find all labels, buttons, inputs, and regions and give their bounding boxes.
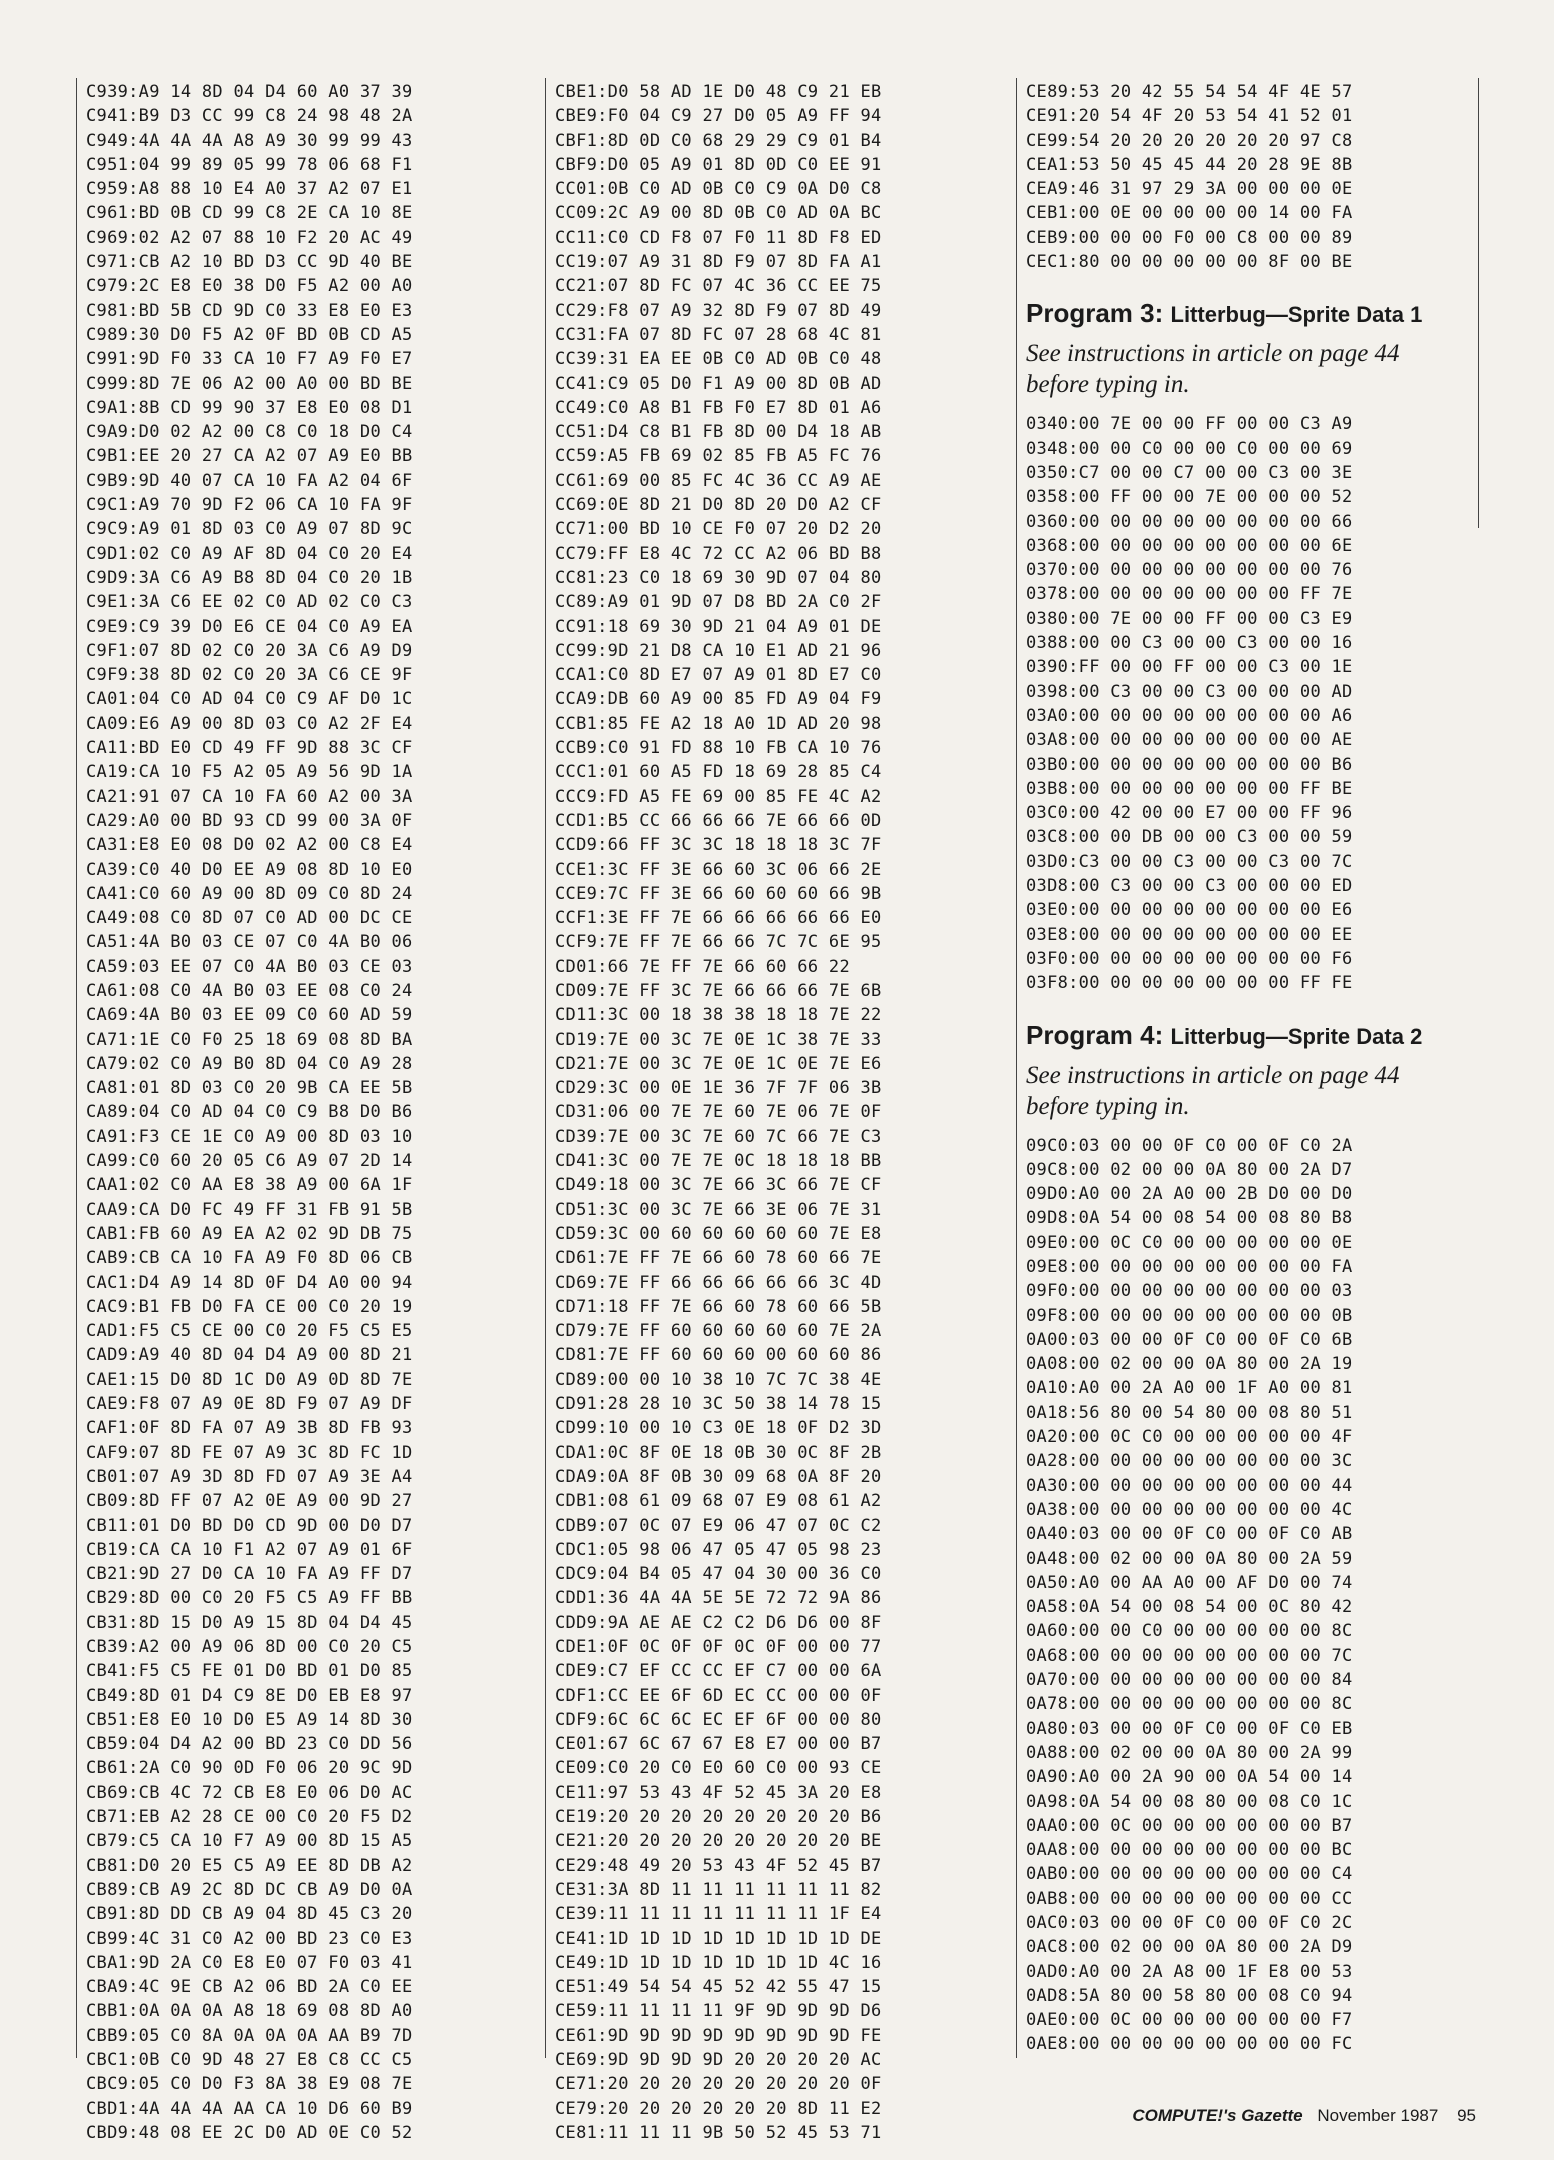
listing-line: CC69:0E 8D 21 D0 8D 20 D0 A2 CF <box>555 495 882 516</box>
listing-line: C989:30 D0 F5 A2 0F BD 0B CD A5 <box>86 324 413 345</box>
listing-line: CDB1:08 61 09 68 07 E9 08 61 A2 <box>555 1491 882 1512</box>
listing-line: CB81:D0 20 E5 C5 A9 EE 8D DB A2 <box>86 1855 413 1876</box>
listing-line: CE51:49 54 54 45 52 42 55 47 15 <box>555 1977 882 1998</box>
listing-line: 0A50:A0 00 AA A0 00 AF D0 00 74 <box>1026 1572 1353 1593</box>
listing-line: CD61:7E FF 7E 66 60 78 60 66 7E <box>555 1248 882 1269</box>
hex-listing <box>555 80 995 2145</box>
listing-line: CB51:E8 E0 10 D0 E5 A9 14 8D 30 <box>86 1709 413 1730</box>
listing-line: CA91:F3 CE 1E C0 A9 00 8D 03 10 <box>86 1126 413 1147</box>
program-3-label: Program 3: <box>1026 298 1164 329</box>
issue-date: November 1987 <box>1317 2106 1439 2125</box>
listing-line: CEC1:80 00 00 00 00 00 8F 00 BE <box>1026 252 1353 273</box>
listing-line: CD49:18 00 3C 7E 66 3C 66 7E CF <box>555 1175 882 1196</box>
listing-line: CD09:7E FF 3C 7E 66 66 66 7E 6B <box>555 980 882 1001</box>
listing-line: CAC9:B1 FB D0 FA CE 00 C0 20 19 <box>86 1296 413 1317</box>
listing-line: CCC9:FD A5 FE 69 00 85 FE 4C A2 <box>555 786 882 807</box>
listing-line: 0A58:0A 54 00 08 54 00 0C 80 42 <box>1026 1597 1353 1618</box>
listing-line: CCA9:DB 60 A9 00 85 FD A9 04 F9 <box>555 689 882 710</box>
listing-line: 0388:00 00 C3 00 00 C3 00 00 16 <box>1026 633 1353 654</box>
listing-line: CAF9:07 8D FE 07 A9 3C 8D FC 1D <box>86 1442 413 1463</box>
listing-line: CEB9:00 00 00 F0 00 C8 00 00 89 <box>1026 227 1353 248</box>
listing-line: C9B1:EE 20 27 CA A2 07 A9 E0 BB <box>86 446 413 467</box>
listing-line: CC79:FF E8 4C 72 CC A2 06 BD B8 <box>555 543 882 564</box>
listing-line: CB49:8D 01 D4 C9 8E D0 EB E8 97 <box>86 1685 413 1706</box>
listing-line: CA89:04 C0 AD 04 C0 C9 B8 D0 B6 <box>86 1102 413 1123</box>
listing-line: CB79:C5 CA 10 F7 A9 00 8D 15 A5 <box>86 1831 413 1852</box>
listing-line: C941:B9 D3 CC 99 C8 24 98 48 2A <box>86 106 413 127</box>
listing-line: CE19:20 20 20 20 20 20 20 20 B6 <box>555 1807 882 1828</box>
listing-line: CB29:8D 00 C0 20 F5 C5 A9 FF BB <box>86 1588 413 1609</box>
listing-line: CB39:A2 00 A9 06 8D 00 C0 20 C5 <box>86 1637 413 1657</box>
listing-line: CAE1:15 D0 8D 1C D0 A9 0D 8D 7E <box>86 1369 413 1390</box>
listing-line: CB99:4C 31 C0 A2 00 BD 23 C0 E3 <box>86 1928 413 1949</box>
program-4-label: Program 4: <box>1026 1019 1164 1050</box>
page-footer <box>1132 2106 1476 2126</box>
listing-line: C959:A8 88 10 E4 A0 37 A2 07 E1 <box>86 179 413 200</box>
listing-line: CC71:00 BD 10 CE F0 07 20 D2 20 <box>555 519 882 540</box>
listing-line: CD39:7E 00 3C 7E 60 7C 66 7E C3 <box>555 1126 882 1147</box>
hex-listing <box>1026 80 1466 274</box>
listing-line: CB11:01 D0 BD D0 CD 9D 00 D0 D7 <box>86 1515 413 1536</box>
listing-line: CAB1:FB 60 A9 EA A2 02 9D DB 75 <box>86 1223 413 1244</box>
listing-line: C9D9:3A C6 A9 B8 8D 04 C0 20 1B <box>86 567 413 588</box>
right-margin-rule <box>1478 78 1479 528</box>
listing-line: 03F8:00 00 00 00 00 00 00 FF FE <box>1026 973 1353 994</box>
listing-line: C971:CB A2 10 BD D3 CC 9D 40 BE <box>86 252 413 273</box>
listing-line: CDD9:9A AE AE C2 C2 D6 D6 00 8F <box>555 1612 882 1633</box>
listing-line: CDF1:CC EE 6F 6D EC CC 00 00 0F <box>555 1685 882 1706</box>
listing-line: 0368:00 00 00 00 00 00 00 00 6E <box>1026 535 1353 556</box>
listing-line: CBC9:05 C0 D0 F3 8A 38 E9 08 7E <box>86 2074 413 2095</box>
listing-line: 0398:00 C3 00 00 C3 00 00 00 AD <box>1026 681 1353 702</box>
listing-line: 03A0:00 00 00 00 00 00 00 00 A6 <box>1026 705 1353 726</box>
listing-line: CAA9:CA D0 FC 49 FF 31 FB 91 5B <box>86 1199 413 1220</box>
listing-line: C991:9D F0 33 CA 10 F7 A9 F0 E7 <box>86 349 413 370</box>
program-4-instructions: See instructions in article on page 44 before typing in. <box>1026 1061 1400 1120</box>
listing-line: CC29:F8 07 A9 32 8D F9 07 8D 49 <box>555 300 882 321</box>
listing-line: 0360:00 00 00 00 00 00 00 00 66 <box>1026 511 1353 532</box>
listing-line: CB89:CB A9 2C 8D DC CB A9 D0 0A <box>86 1879 413 1900</box>
hex-listing <box>86 80 526 2145</box>
listing-line: CAD9:A9 40 8D 04 D4 A9 00 8D 21 <box>86 1345 413 1366</box>
listing-line: CD71:18 FF 7E 66 60 78 60 66 5B <box>555 1296 882 1317</box>
listing-line: CDC1:05 98 06 47 05 47 05 98 23 <box>555 1539 882 1560</box>
listing-line: CA61:08 C0 4A B0 03 EE 08 C0 24 <box>86 980 413 1001</box>
listing-line: CDC9:04 B4 05 47 04 30 00 36 C0 <box>555 1564 882 1585</box>
listing-line: CA21:91 07 CA 10 FA 60 A2 00 3A <box>86 786 413 807</box>
listing-line: CE49:1D 1D 1D 1D 1D 1D 1D 4C 16 <box>555 1952 882 1973</box>
listing-line: CB21:9D 27 D0 CA 10 FA A9 FF D7 <box>86 1564 413 1585</box>
listing-line: CA01:04 C0 AD 04 C0 C9 AF D0 1C <box>86 689 413 710</box>
listing-line: CCE1:3C FF 3E 66 60 3C 06 66 2E <box>555 859 882 880</box>
listing-line: C9C9:A9 01 8D 03 C0 A9 07 8D 9C <box>86 519 413 540</box>
listing-line: CB59:04 D4 A2 00 BD 23 C0 DD 56 <box>86 1734 413 1755</box>
listing-line: CBD1:4A 4A 4A AA CA 10 D6 60 B9 <box>86 2098 413 2119</box>
listing-line: C981:BD 5B CD 9D C0 33 E8 E0 E3 <box>86 300 413 321</box>
listing-line: CDE9:C7 EF CC CC EF C7 00 00 6A <box>555 1661 882 1682</box>
program-3-instructions: See instructions in article on page 44 before typing in. <box>1026 340 1400 399</box>
listing-line: CC21:07 8D FC 07 4C 36 CC EE 75 <box>555 276 882 297</box>
listing-line: 03F0:00 00 00 00 00 00 00 00 F6 <box>1026 948 1353 969</box>
listing-line: 0A00:03 00 00 0F C0 00 0F C0 6B <box>1026 1329 1353 1350</box>
listing-line: CD81:7E FF 60 60 60 00 60 60 86 <box>555 1345 882 1366</box>
listing-line: 09F8:00 00 00 00 00 00 00 00 0B <box>1026 1305 1353 1326</box>
listing-line: CD21:7E 00 3C 7E 0E 1C 0E 7E E6 <box>555 1053 882 1074</box>
listing-line: 09C8:00 02 00 00 0A 80 00 2A D7 <box>1026 1159 1353 1180</box>
listing-line: CA79:02 C0 A9 B0 8D 04 C0 A9 28 <box>86 1053 413 1074</box>
listing-line: 09F0:00 00 00 00 00 00 00 00 03 <box>1026 1281 1353 1302</box>
listing-line: CB71:EB A2 28 CE 00 C0 20 F5 D2 <box>86 1807 413 1828</box>
listing-line: 0A40:03 00 00 0F C0 00 0F C0 AB <box>1026 1524 1353 1545</box>
listing-line: CE21:20 20 20 20 20 20 20 20 BE <box>555 1831 882 1852</box>
listing-line: CDA9:0A 8F 0B 30 09 68 0A 8F 20 <box>555 1466 882 1487</box>
listing-line: CEA1:53 50 45 45 44 20 28 9E 8B <box>1026 154 1353 175</box>
listing-line: 0AD0:A0 00 2A A8 00 1F E8 00 53 <box>1026 1961 1353 1982</box>
listing-line: 0AC8:00 02 00 00 0A 80 00 2A D9 <box>1026 1937 1353 1958</box>
listing-line: CBA9:4C 9E CB A2 06 BD 2A C0 EE <box>86 1977 413 1998</box>
left-margin-rule <box>76 78 77 2058</box>
listing-line: 0A28:00 00 00 00 00 00 00 00 3C <box>1026 1451 1353 1472</box>
listing-line: CB19:CA CA 10 F1 A2 07 A9 01 6F <box>86 1539 413 1560</box>
listing-line: CC61:69 00 85 FC 4C 36 CC A9 AE <box>555 470 882 491</box>
listing-line: 0AB0:00 00 00 00 00 00 00 00 C4 <box>1026 1864 1353 1885</box>
listing-line: CD11:3C 00 18 38 38 18 18 7E 22 <box>555 1005 882 1026</box>
listing-line: CBE9:F0 04 C9 27 D0 05 A9 FF 94 <box>555 106 882 127</box>
listing-line: C9C1:A9 70 9D F2 06 CA 10 FA 9F <box>86 495 413 516</box>
listing-line: C961:BD 0B CD 99 C8 2E CA 10 8E <box>86 203 413 224</box>
listing-line: C9B9:9D 40 07 CA 10 FA A2 04 6F <box>86 470 413 491</box>
listing-line: CA51:4A B0 03 CE 07 C0 4A B0 06 <box>86 932 413 953</box>
program-4-heading <box>1026 1018 1466 1054</box>
listing-line: 0A30:00 00 00 00 00 00 00 00 44 <box>1026 1475 1353 1496</box>
listing-line: 0380:00 7E 00 00 FF 00 00 C3 E9 <box>1026 608 1353 629</box>
listing-line: CA49:08 C0 8D 07 C0 AD 00 DC CE <box>86 908 413 929</box>
listing-line: CE41:1D 1D 1D 1D 1D 1D 1D 1D DE <box>555 1928 882 1949</box>
listing-line: CA19:CA 10 F5 A2 05 A9 56 9D 1A <box>86 762 413 783</box>
listing-line: 0A48:00 02 00 00 0A 80 00 2A 59 <box>1026 1548 1353 1569</box>
listing-line: CC81:23 C0 18 69 30 9D 07 04 80 <box>555 567 882 588</box>
listing-line: 03A8:00 00 00 00 00 00 00 00 AE <box>1026 730 1353 751</box>
listing-column-1 <box>86 80 526 2145</box>
listing-line: CBE1:D0 58 AD 1E D0 48 C9 21 EB <box>555 82 882 102</box>
listing-line: CC31:FA 07 8D FC 07 28 68 4C 81 <box>555 324 882 345</box>
listing-line: CA69:4A B0 03 EE 09 C0 60 AD 59 <box>86 1005 413 1026</box>
listing-line: 0A68:00 00 00 00 00 00 00 00 7C <box>1026 1645 1353 1666</box>
listing-line: CA59:03 EE 07 C0 4A B0 03 CE 03 <box>86 956 413 977</box>
listing-line: CE71:20 20 20 20 20 20 20 20 0F <box>555 2074 882 2095</box>
listing-line: CD29:3C 00 0E 1E 36 7F 7F 06 3B <box>555 1078 882 1099</box>
listing-line: C9E9:C9 39 D0 E6 CE 04 C0 A9 EA <box>86 616 413 637</box>
listing-line: CE01:67 6C 67 67 E8 E7 00 00 B7 <box>555 1734 882 1755</box>
listing-line: CE11:97 53 43 4F 52 45 3A 20 E8 <box>555 1782 882 1803</box>
listing-line: CBB9:05 C0 8A 0A 0A 0A AA B9 7D <box>86 2025 413 2046</box>
listing-line: CBA1:9D 2A C0 E8 E0 07 F0 03 41 <box>86 1952 413 1973</box>
listing-line: CA99:C0 60 20 05 C6 A9 07 2D 14 <box>86 1151 413 1172</box>
listing-line: CAB9:CB CA 10 FA A9 F0 8D 06 CB <box>86 1248 413 1269</box>
listing-line: CAD1:F5 C5 CE 00 C0 20 F5 C5 E5 <box>86 1321 413 1342</box>
listing-line: CE09:C0 20 C0 E0 60 C0 00 93 CE <box>555 1758 882 1779</box>
listing-line: CCB9:C0 91 FD 88 10 FB CA 10 76 <box>555 738 882 759</box>
listing-line: CC51:D4 C8 B1 FB 8D 00 D4 18 AB <box>555 422 882 443</box>
listing-line: CDA1:0C 8F 0E 18 0B 30 0C 8F 2B <box>555 1442 882 1463</box>
listing-line: CC39:31 EA EE 0B C0 AD 0B C0 48 <box>555 349 882 370</box>
listing-line: 03B0:00 00 00 00 00 00 00 00 B6 <box>1026 754 1353 775</box>
listing-line: CAC1:D4 A9 14 8D 0F D4 A0 00 94 <box>86 1272 413 1293</box>
listing-line: 0AE0:00 0C 00 00 00 00 00 00 F7 <box>1026 2010 1353 2031</box>
listing-line: CD89:00 00 10 38 10 7C 7C 38 4E <box>555 1369 882 1390</box>
listing-line: 09D0:A0 00 2A A0 00 2B D0 00 D0 <box>1026 1184 1353 1205</box>
listing-line: 0A70:00 00 00 00 00 00 00 00 84 <box>1026 1670 1353 1691</box>
listing-line: CCF1:3E FF 7E 66 66 66 66 66 E0 <box>555 908 882 929</box>
listing-line: 0AD8:5A 80 00 58 80 00 08 C0 94 <box>1026 1985 1353 2006</box>
listing-line: CCD9:66 FF 3C 3C 18 18 18 3C 7F <box>555 835 882 856</box>
listing-line: CD19:7E 00 3C 7E 0E 1C 38 7E 33 <box>555 1029 882 1050</box>
listing-line: C9A9:D0 02 A2 00 C8 C0 18 D0 C4 <box>86 422 413 443</box>
listing-line: CC49:C0 A8 B1 FB F0 E7 8D 01 A6 <box>555 397 882 418</box>
listing-line: 0AA8:00 00 00 00 00 00 00 00 BC <box>1026 1840 1353 1861</box>
listing-line: 0A80:03 00 00 0F C0 00 0F C0 EB <box>1026 1718 1353 1739</box>
listing-line: CD79:7E FF 60 60 60 60 60 7E 2A <box>555 1321 882 1342</box>
listing-column-3 <box>1026 80 1466 2057</box>
listing-line: CBC1:0B C0 9D 48 27 E8 C8 CC C5 <box>86 2050 413 2071</box>
listing-line: CB69:CB 4C 72 CB E8 E0 06 D0 AC <box>86 1782 413 1803</box>
listing-line: CB01:07 A9 3D 8D FD 07 A9 3E A4 <box>86 1466 413 1487</box>
listing-line: 0358:00 FF 00 00 7E 00 00 00 52 <box>1026 487 1353 508</box>
listing-line: CCA1:C0 8D E7 07 A9 01 8D E7 C0 <box>555 665 882 686</box>
listing-line: 03D8:00 C3 00 00 C3 00 00 00 ED <box>1026 876 1353 897</box>
listing-line: 0AC0:03 00 00 0F C0 00 0F C0 2C <box>1026 1913 1353 1933</box>
listing-line: 0340:00 7E 00 00 FF 00 00 C3 A9 <box>1026 414 1353 435</box>
listing-line: CEB1:00 0E 00 00 00 00 14 00 FA <box>1026 203 1353 224</box>
listing-line: C9D1:02 C0 A9 AF 8D 04 C0 20 E4 <box>86 543 413 564</box>
listing-line: CE79:20 20 20 20 20 20 8D 11 E2 <box>555 2098 882 2119</box>
listing-line: CE39:11 11 11 11 11 11 11 1F E4 <box>555 1904 882 1925</box>
listing-line: C969:02 A2 07 88 10 F2 20 AC 49 <box>86 227 413 248</box>
page-number: 95 <box>1457 2106 1476 2125</box>
listing-line: CCB1:85 FE A2 18 A0 1D AD 20 98 <box>555 713 882 734</box>
listing-line: CB91:8D DD CB A9 04 8D 45 C3 20 <box>86 1904 413 1925</box>
listing-line: CCD1:B5 CC 66 66 66 7E 66 66 0D <box>555 810 882 831</box>
listing-line: CE81:11 11 11 9B 50 52 45 53 71 <box>555 2122 882 2143</box>
listing-line: 0A08:00 02 00 00 0A 80 00 2A 19 <box>1026 1354 1353 1375</box>
listing-line: 0AE8:00 00 00 00 00 00 00 00 FC <box>1026 2034 1353 2055</box>
listing-line: CBF1:8D 0D C0 68 29 29 C9 01 B4 <box>555 130 882 151</box>
listing-line: CA81:01 8D 03 C0 20 9B CA EE 5B <box>86 1078 413 1099</box>
listing-line: CBF9:D0 05 A9 01 8D 0D C0 EE 91 <box>555 154 882 175</box>
listing-line: CC59:A5 FB 69 02 85 FB A5 FC 76 <box>555 446 882 467</box>
listing-line: CDD1:36 4A 4A 5E 5E 72 72 9A 86 <box>555 1588 882 1609</box>
listing-line: 0A88:00 02 00 00 0A 80 00 2A 99 <box>1026 1742 1353 1763</box>
listing-line: CD31:06 00 7E 7E 60 7E 06 7E 0F <box>555 1102 882 1123</box>
program-4-listing <box>1026 1134 1466 2057</box>
listing-line: CC01:0B C0 AD 0B C0 C9 0A D0 C8 <box>555 179 882 200</box>
listing-line: 03C0:00 42 00 00 E7 00 00 FF 96 <box>1026 803 1353 824</box>
listing-line: CDF9:6C 6C 6C EC EF 6F 00 00 80 <box>555 1709 882 1730</box>
listing-line: CD91:28 28 10 3C 50 38 14 78 15 <box>555 1394 882 1415</box>
listing-line: 0370:00 00 00 00 00 00 00 00 76 <box>1026 560 1353 581</box>
listing-line: CDB9:07 0C 07 E9 06 47 07 0C C2 <box>555 1515 882 1536</box>
column-divider-2 <box>1016 78 1017 2058</box>
listing-line: CAF1:0F 8D FA 07 A9 3B 8D FB 93 <box>86 1418 413 1439</box>
listing-line: 0348:00 00 C0 00 00 C0 00 00 69 <box>1026 438 1353 459</box>
listing-line: CEA9:46 31 97 29 3A 00 00 00 0E <box>1026 179 1353 200</box>
listing-line: CC99:9D 21 D8 CA 10 E1 AD 21 96 <box>555 640 882 661</box>
listing-line: CCF9:7E FF 7E 66 66 7C 7C 6E 95 <box>555 932 882 953</box>
listing-line: 0A78:00 00 00 00 00 00 00 00 8C <box>1026 1694 1353 1715</box>
listing-line: CB09:8D FF 07 A2 0E A9 00 9D 27 <box>86 1491 413 1512</box>
listing-line: CE61:9D 9D 9D 9D 9D 9D 9D 9D FE <box>555 2025 882 2046</box>
listing-line: 0A60:00 00 C0 00 00 00 00 00 8C <box>1026 1621 1353 1642</box>
listing-line: CA41:C0 60 A9 00 8D 09 C0 8D 24 <box>86 883 413 904</box>
listing-line: 09E0:00 0C C0 00 00 00 00 00 0E <box>1026 1232 1353 1253</box>
listing-line: CD51:3C 00 3C 7E 66 3E 06 7E 31 <box>555 1199 882 1220</box>
listing-column-2 <box>555 80 995 2145</box>
listing-line: CD99:10 00 10 C3 0E 18 0F D2 3D <box>555 1418 882 1439</box>
listing-line: 0A90:A0 00 2A 90 00 0A 54 00 14 <box>1026 1767 1353 1788</box>
listing-line: CCE9:7C FF 3E 66 60 60 60 66 9B <box>555 883 882 904</box>
listing-line: 03B8:00 00 00 00 00 00 00 FF BE <box>1026 778 1353 799</box>
listing-line: 03D0:C3 00 00 C3 00 00 C3 00 7C <box>1026 851 1353 872</box>
listing-line: CE89:53 20 42 55 54 54 4F 4E 57 <box>1026 82 1353 102</box>
listing-line: 03E0:00 00 00 00 00 00 00 00 E6 <box>1026 900 1353 921</box>
listing-line: CB61:2A C0 90 0D F0 06 20 9C 9D <box>86 1758 413 1779</box>
listing-line: C949:4A 4A 4A A8 A9 30 99 99 43 <box>86 130 413 151</box>
listing-line: CA31:E8 E0 08 D0 02 A2 00 C8 E4 <box>86 835 413 856</box>
listing-line: CC89:A9 01 9D 07 D8 BD 2A C0 2F <box>555 592 882 613</box>
listing-line: CB41:F5 C5 FE 01 D0 BD 01 D0 85 <box>86 1661 413 1682</box>
listing-line: CE29:48 49 20 53 43 4F 52 45 B7 <box>555 1855 882 1876</box>
listing-line: CA29:A0 00 BD 93 CD 99 00 3A 0F <box>86 810 413 831</box>
listing-line: CE31:3A 8D 11 11 11 11 11 11 82 <box>555 1879 882 1900</box>
listing-line: C9A1:8B CD 99 90 37 E8 E0 08 D1 <box>86 397 413 418</box>
listing-line: CE99:54 20 20 20 20 20 20 97 C8 <box>1026 130 1353 151</box>
listing-line: 09E8:00 00 00 00 00 00 00 00 FA <box>1026 1256 1353 1277</box>
listing-line: C999:8D 7E 06 A2 00 A0 00 BD BE <box>86 373 413 394</box>
listing-line: C951:04 99 89 05 99 78 06 68 F1 <box>86 154 413 175</box>
listing-line: C979:2C E8 E0 38 D0 F5 A2 00 A0 <box>86 276 413 297</box>
listing-line: 0390:FF 00 00 FF 00 00 C3 00 1E <box>1026 657 1353 678</box>
listing-line: C9F9:38 8D 02 C0 20 3A C6 CE 9F <box>86 665 413 686</box>
listing-line: 0A98:0A 54 00 08 80 00 08 C0 1C <box>1026 1791 1353 1812</box>
listing-line: CC09:2C A9 00 8D 0B C0 AD 0A BC <box>555 203 882 224</box>
listing-line: CAE9:F8 07 A9 0E 8D F9 07 A9 DF <box>86 1394 413 1415</box>
listing-line: 0A18:56 80 00 54 80 00 08 80 51 <box>1026 1402 1353 1423</box>
program-4-title: Litterbug—Sprite Data 2 <box>1170 1023 1423 1049</box>
listing-line: CE69:9D 9D 9D 9D 20 20 20 20 AC <box>555 2050 882 2071</box>
listing-line: 0AA0:00 0C 00 00 00 00 00 00 B7 <box>1026 1815 1353 1836</box>
listing-line: CAA1:02 C0 AA E8 38 A9 00 6A 1F <box>86 1175 413 1196</box>
listing-line: CCC1:01 60 A5 FD 18 69 28 85 C4 <box>555 762 882 783</box>
listing-line: 0A38:00 00 00 00 00 00 00 00 4C <box>1026 1499 1353 1520</box>
program-3-heading <box>1026 296 1466 332</box>
listing-line: 09C0:03 00 00 0F C0 00 0F C0 2A <box>1026 1135 1353 1156</box>
listing-line: CA09:E6 A9 00 8D 03 C0 A2 2F E4 <box>86 713 413 734</box>
listing-line: CA11:BD E0 CD 49 FF 9D 88 3C CF <box>86 738 413 759</box>
listing-line: CE91:20 54 4F 20 53 54 41 52 01 <box>1026 106 1353 127</box>
listing-line: 0AB8:00 00 00 00 00 00 00 00 CC <box>1026 1888 1353 1909</box>
publication-name: COMPUTE!'s Gazette <box>1132 2106 1303 2125</box>
listing-line: 0350:C7 00 00 C7 00 00 C3 00 3E <box>1026 462 1353 483</box>
listing-line: CD69:7E FF 66 66 66 66 66 3C 4D <box>555 1272 882 1293</box>
listing-line: 0A20:00 0C C0 00 00 00 00 00 4F <box>1026 1427 1353 1448</box>
program-3-title: Litterbug—Sprite Data 1 <box>1170 302 1423 328</box>
program-3-listing <box>1026 412 1466 995</box>
column-divider-1 <box>545 78 546 2058</box>
listing-line: 03E8:00 00 00 00 00 00 00 00 EE <box>1026 924 1353 945</box>
listing-line: CDE1:0F 0C 0F 0F 0C 0F 00 00 77 <box>555 1637 882 1657</box>
listing-line: CC91:18 69 30 9D 21 04 A9 01 DE <box>555 616 882 637</box>
listing-line: CC41:C9 05 D0 F1 A9 00 8D 0B AD <box>555 373 882 394</box>
listing-line: CC11:C0 CD F8 07 F0 11 8D F8 ED <box>555 227 882 248</box>
listing-line: CBB1:0A 0A 0A A8 18 69 08 8D A0 <box>86 2001 413 2022</box>
listing-line: C939:A9 14 8D 04 D4 60 A0 37 39 <box>86 82 413 102</box>
listing-line: CD59:3C 00 60 60 60 60 60 7E E8 <box>555 1223 882 1244</box>
listing-line: 0A10:A0 00 2A A0 00 1F A0 00 81 <box>1026 1378 1353 1399</box>
listing-line: CD01:66 7E FF 7E 66 60 66 22 <box>555 956 850 977</box>
listing-line: CE59:11 11 11 11 9F 9D 9D 9D D6 <box>555 2001 882 2022</box>
listing-line: CB31:8D 15 D0 A9 15 8D 04 D4 45 <box>86 1612 413 1633</box>
listing-line: C9E1:3A C6 EE 02 C0 AD 02 C0 C3 <box>86 592 413 613</box>
listing-line: C9F1:07 8D 02 C0 20 3A C6 A9 D9 <box>86 640 413 661</box>
listing-line: 0378:00 00 00 00 00 00 00 FF 7E <box>1026 584 1353 605</box>
listing-line: 03C8:00 00 DB 00 00 C3 00 00 59 <box>1026 827 1353 848</box>
listing-line: CD41:3C 00 7E 7E 0C 18 18 18 BB <box>555 1151 882 1172</box>
listing-line: CBD9:48 08 EE 2C D0 AD 0E C0 52 <box>86 2122 413 2143</box>
listing-line: CA71:1E C0 F0 25 18 69 08 8D BA <box>86 1029 413 1050</box>
listing-line: CC19:07 A9 31 8D F9 07 8D FA A1 <box>555 252 882 273</box>
listing-line: CA39:C0 40 D0 EE A9 08 8D 10 E0 <box>86 859 413 880</box>
listing-line: 09D8:0A 54 00 08 54 00 08 80 B8 <box>1026 1208 1353 1229</box>
